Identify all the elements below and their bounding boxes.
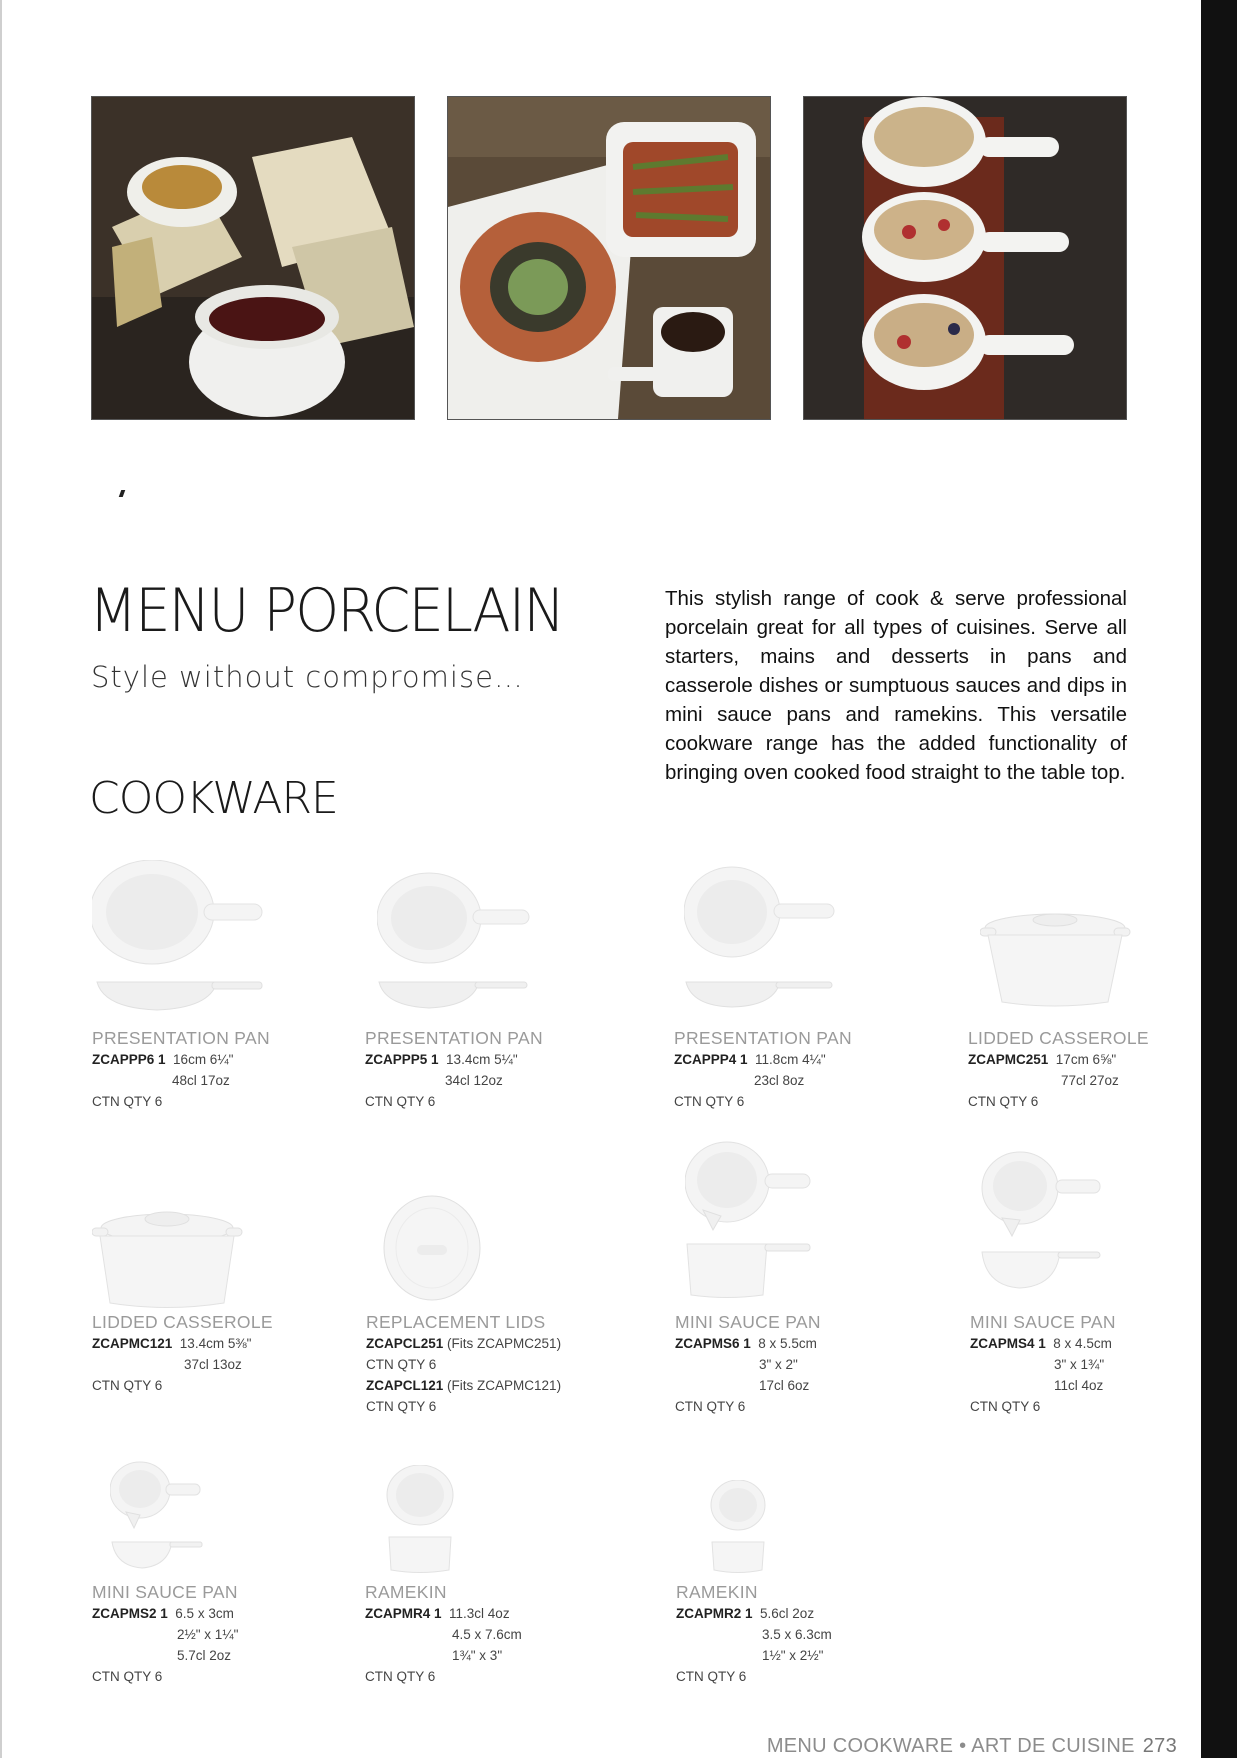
product-name: PRESENTATION PAN — [92, 1028, 270, 1048]
carton-qty: CTN QTY 6 — [365, 1669, 436, 1684]
product-ramekin-4 — [365, 1581, 635, 1687]
page-title: MENU PORCELAIN — [89, 576, 564, 646]
product-spec: 5.7cl 2oz — [177, 1648, 232, 1663]
product-spec: 37cl 13oz — [184, 1357, 242, 1372]
product-spec: 13.4cm 5⅜" — [179, 1336, 252, 1351]
product-name: LIDDED CASSEROLE — [968, 1028, 1149, 1048]
product-replacement-lids — [366, 1311, 636, 1417]
product-lidded-casserole-121 — [92, 1311, 362, 1396]
product-name: RAMEKIN — [676, 1582, 758, 1602]
carton-qty: CTN QTY 6 — [92, 1669, 163, 1684]
page-footer — [767, 1735, 1177, 1758]
intro-paragraph: This stylish range of cook & serve professional porcelain great for all types of cuisines. Serve all starters, mains and desserts in pans and casserole dishes or sumptuous sauces and dips in mini sauce pans and ramekins. This versatile cookware range has the added functionality of bringing oven cooked food straight to the table top. — [665, 587, 1127, 784]
page-number: 273 — [1142, 1735, 1177, 1757]
product-note: (Fits ZCAPMC121) — [447, 1378, 562, 1393]
carton-qty: CTN QTY 6 — [968, 1094, 1039, 1109]
mini-sauce-pan-large-image — [685, 1140, 815, 1300]
product-name: PRESENTATION PAN — [674, 1028, 852, 1048]
carton-qty: CTN QTY 6 — [366, 1357, 437, 1372]
product-name: LIDDED CASSEROLE — [92, 1312, 273, 1332]
product-name: MINI SAUCE PAN — [92, 1582, 238, 1602]
section-heading: COOKWARE — [89, 773, 338, 824]
presentation-pan-large-image — [92, 860, 267, 1015]
ramekin-large-image — [385, 1465, 455, 1575]
product-spec-line — [92, 1603, 362, 1624]
product-spec: 34cl 12oz — [445, 1073, 503, 1088]
mini-sauce-pan-medium-image — [980, 1148, 1105, 1293]
product-spec: 17cl 6oz — [759, 1378, 810, 1393]
photo-plated-mains-art — [448, 97, 770, 419]
product-code: ZCAPMR2 1 — [676, 1606, 753, 1621]
product-spec: 5.6cl 2oz — [760, 1606, 815, 1621]
product-name: MINI SAUCE PAN — [675, 1312, 821, 1332]
product-presentation-pan-6 — [92, 1027, 362, 1112]
product-spec-line — [365, 1603, 635, 1624]
product-spec-line — [675, 1333, 945, 1354]
product-presentation-pan-5 — [365, 1027, 635, 1112]
product-presentation-pan-4 — [674, 1027, 944, 1112]
product-spec-line — [92, 1333, 362, 1354]
product-code: ZCAPCL251 — [366, 1336, 444, 1351]
page-edge-bar — [1201, 0, 1237, 1758]
product-mini-sauce-pan-6 — [675, 1311, 945, 1417]
product-code: ZCAPPP5 1 — [365, 1052, 439, 1067]
product-spec: 4.5 x 7.6cm — [452, 1627, 522, 1642]
product-spec-line — [366, 1333, 636, 1354]
carton-qty: CTN QTY 6 — [675, 1399, 746, 1414]
product-spec-line — [92, 1049, 362, 1070]
carton-qty: CTN QTY 6 — [366, 1399, 437, 1414]
product-spec-line — [970, 1333, 1237, 1354]
product-code: ZCAPMC121 — [92, 1336, 173, 1351]
product-spec: 16cm 6¼" — [173, 1052, 234, 1067]
product-code: ZCAPPP6 1 — [92, 1052, 166, 1067]
product-spec: 11.8cm 4¼" — [755, 1052, 826, 1067]
product-spec: 8 x 5.5cm — [758, 1336, 817, 1351]
carton-qty: CTN QTY 6 — [92, 1378, 163, 1393]
product-code: ZCAPCL121 — [366, 1378, 444, 1393]
photo-cheese-dip — [91, 96, 415, 420]
presentation-pan-medium-image — [377, 870, 532, 1010]
product-mini-sauce-pan-4 — [970, 1311, 1237, 1417]
product-note: (Fits ZCAPMC251) — [447, 1336, 562, 1351]
product-code: ZCAPMS2 1 — [92, 1606, 168, 1621]
product-spec: 17cm 6⅝" — [1055, 1052, 1117, 1067]
product-spec: 23cl 8oz — [754, 1073, 805, 1088]
product-code: ZCAPMS6 1 — [675, 1336, 751, 1351]
product-lidded-casserole-251 — [968, 1027, 1237, 1112]
photo-cheese-dip-art — [92, 97, 414, 419]
product-spec: 11.3cl 4oz — [449, 1606, 510, 1621]
product-spec: 3" x 2" — [759, 1357, 798, 1372]
product-spec: 1½" x 2½" — [762, 1648, 824, 1663]
product-ramekin-2 — [676, 1581, 946, 1687]
lidded-casserole-large-image — [980, 910, 1135, 1010]
decorative-mark — [119, 490, 126, 497]
product-spec: 77cl 27oz — [1061, 1073, 1119, 1088]
product-spec: 48cl 17oz — [172, 1073, 230, 1088]
footer-text: MENU COOKWARE • ART DE CUISINE — [766, 1735, 1135, 1757]
product-spec: 8 x 4.5cm — [1053, 1336, 1112, 1351]
page-left-edge — [0, 0, 2, 1758]
product-name: RAMEKIN — [365, 1582, 447, 1602]
product-spec: 1¾" x 3" — [452, 1648, 503, 1663]
ramekin-small-image — [708, 1480, 768, 1575]
product-name: PRESENTATION PAN — [365, 1028, 543, 1048]
product-spec-line — [366, 1375, 636, 1396]
carton-qty: CTN QTY 6 — [676, 1669, 747, 1684]
product-spec-line — [676, 1603, 946, 1624]
product-name: MINI SAUCE PAN — [970, 1312, 1116, 1332]
product-spec: 2½" x 1¼" — [177, 1627, 239, 1642]
carton-qty: CTN QTY 6 — [365, 1094, 436, 1109]
lidded-casserole-small-image — [92, 1208, 247, 1313]
product-name: REPLACEMENT LIDS — [366, 1312, 546, 1332]
product-code: ZCAPMR4 1 — [365, 1606, 442, 1621]
photo-dessert-pans — [803, 96, 1127, 420]
photo-plated-mains — [447, 96, 771, 420]
carton-qty: CTN QTY 6 — [674, 1094, 745, 1109]
presentation-pan-small-image — [684, 864, 839, 1009]
product-code: ZCAPPP4 1 — [674, 1052, 748, 1067]
product-spec: 3.5 x 6.3cm — [762, 1627, 832, 1642]
product-spec-line — [674, 1049, 944, 1070]
replacement-lid-image — [382, 1193, 482, 1303]
mini-sauce-pan-small-image — [110, 1460, 205, 1570]
carton-qty: CTN QTY 6 — [970, 1399, 1041, 1414]
photo-dessert-pans-art — [804, 97, 1126, 419]
product-mini-sauce-pan-2 — [92, 1581, 362, 1687]
product-spec-line — [968, 1049, 1237, 1070]
product-spec: 13.4cm 5¼" — [446, 1052, 518, 1067]
carton-qty: CTN QTY 6 — [92, 1094, 163, 1109]
product-spec-line — [365, 1049, 635, 1070]
product-spec: 11cl 4oz — [1054, 1378, 1104, 1393]
product-code: ZCAPMS4 1 — [970, 1336, 1046, 1351]
product-code: ZCAPMC251 — [968, 1052, 1049, 1067]
product-spec: 6.5 x 3cm — [175, 1606, 234, 1621]
product-spec: 3" x 1¾" — [1054, 1357, 1105, 1372]
page-subtitle: Style without compromise… — [91, 660, 524, 694]
